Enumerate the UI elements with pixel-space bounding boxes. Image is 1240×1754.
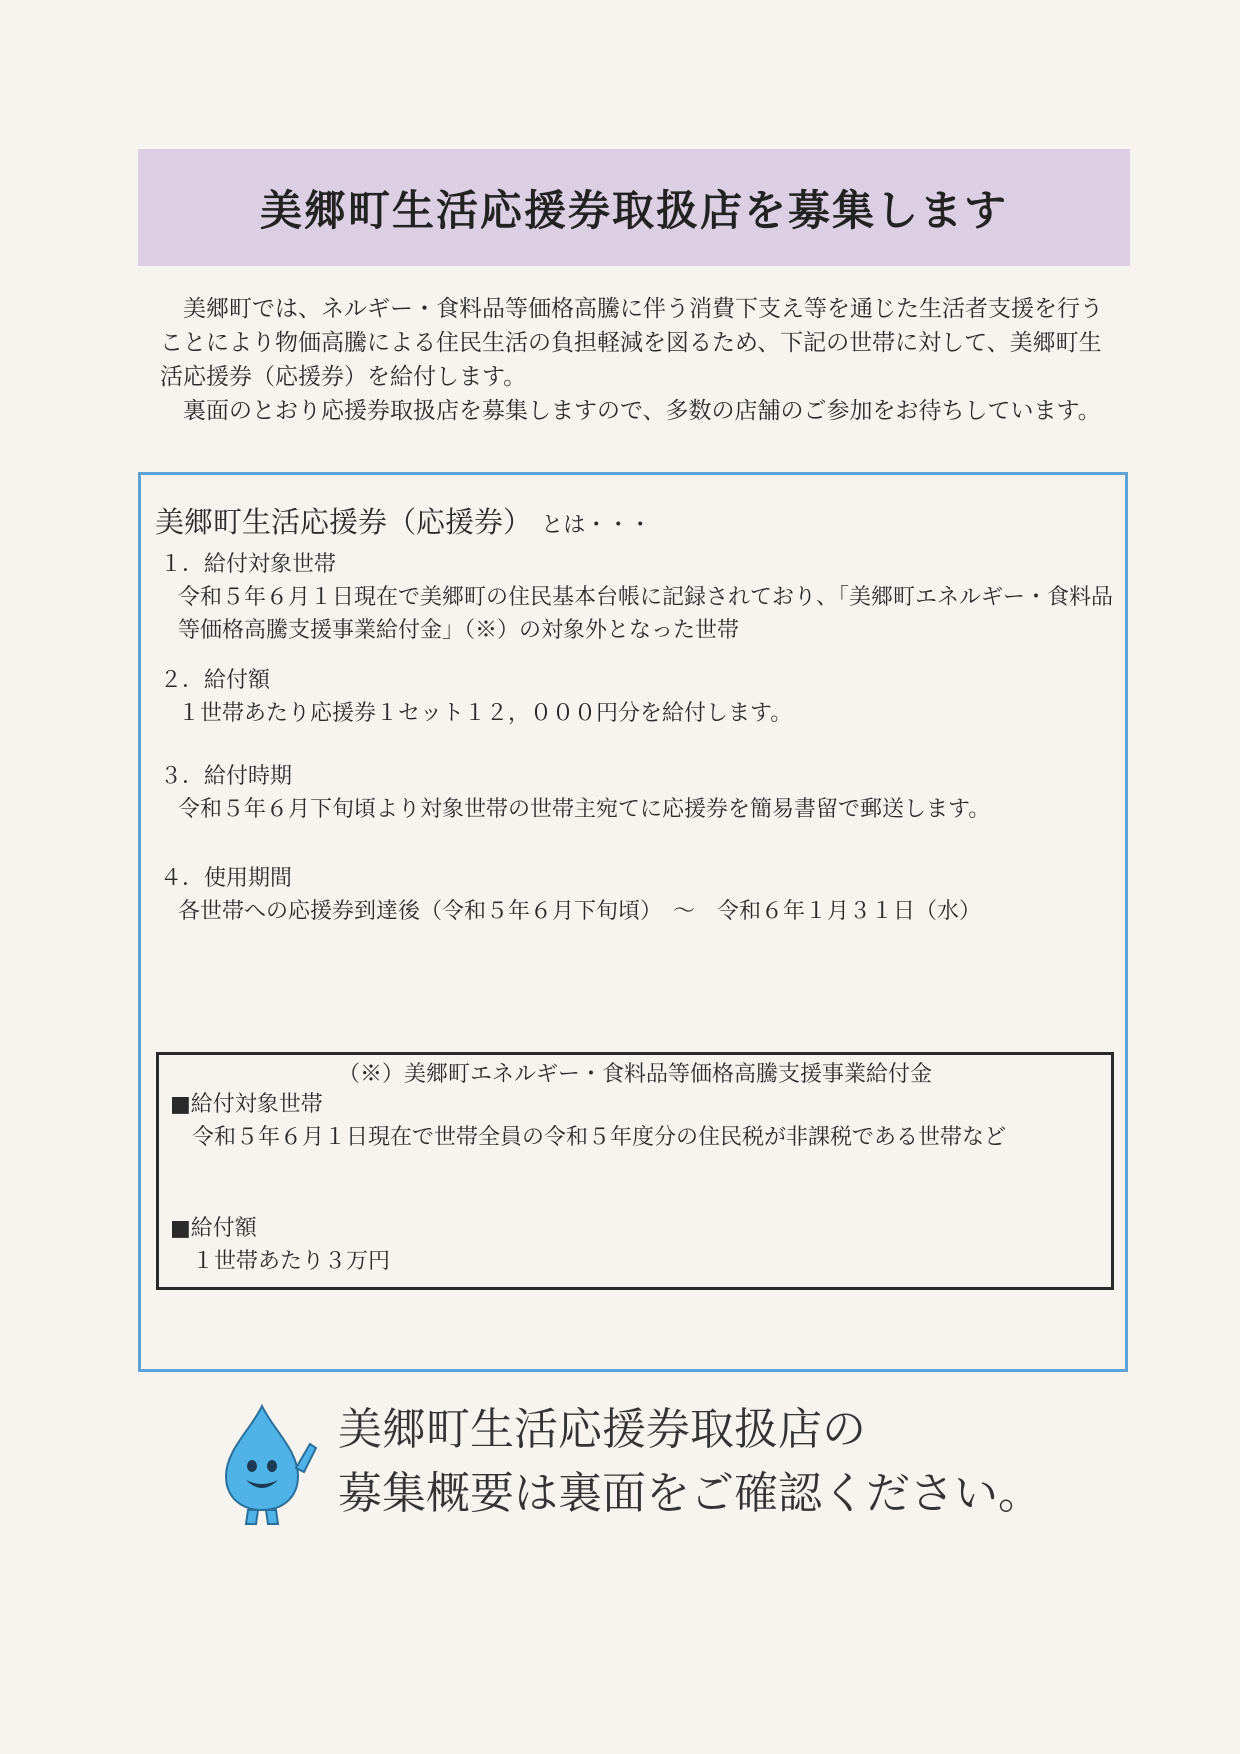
box-heading-suffix: とは・・・ — [541, 513, 652, 538]
section-title: １．給付対象世帯 — [160, 552, 337, 577]
footer-message — [338, 1398, 1138, 1526]
note-eligibility — [170, 1088, 1100, 1154]
page-title: 美郷町生活応援券取扱店を募集します — [259, 185, 1008, 235]
footer-line-2: 募集概要は裏面をご確認ください。 — [338, 1468, 1042, 1519]
note-title: （※）美郷町エネルギー・食料品等価格高騰支援事業給付金 — [337, 1062, 932, 1087]
section-body: 各世帯への応援券到達後（令和５年６月下旬頃） ～ 令和６年１月３１日（水） — [178, 899, 982, 924]
section-title: ４．使用期間 — [160, 866, 293, 891]
note-heading: ■給付対象世帯 — [170, 1092, 323, 1117]
water-drop-mascot-icon — [212, 1398, 322, 1528]
note-body: 令和５年６月１日現在で世帯全員の令和５年度分の住民税が非課税である世帯など — [192, 1125, 1007, 1150]
section-period — [160, 862, 1120, 928]
section-body: １世帯あたり応援券１セット１２，０００円分を給付します。 — [178, 701, 793, 726]
section-title: ２．給付額 — [160, 668, 271, 693]
box-heading — [155, 500, 651, 541]
section-amount — [160, 664, 1120, 730]
note-heading: ■給付額 — [170, 1216, 257, 1241]
box-heading-main: 美郷町生活応援券（応援券） — [155, 505, 533, 539]
section-body: 令和５年６月１日現在で美郷町の住民基本台帳に記録されており、「美郷町エネルギー・食料品等価格高騰支援事業給付金」（※）の対象外となった世帯 — [178, 585, 1114, 643]
intro-paragraph-1: 美郷町では、ネルギー・食料品等価格高騰に伴う消費下支え等を通じた生活者支援を行うことにより物価高騰による住民生活の負担軽減を図るため、下記の世帯に対して、美郷町生活応援券（応援券）を給付します。 — [160, 296, 1103, 390]
note-body: １世帯あたり３万円 — [192, 1249, 391, 1274]
intro-paragraph-2: 裏面のとおり応援券取扱店を募集しますので、多数の店舗のご参加をお待ちしています。 — [183, 398, 1101, 424]
section-title: ３．給付時期 — [160, 764, 293, 789]
title-band — [138, 149, 1130, 266]
section-timing — [160, 760, 1120, 826]
intro-text — [160, 292, 1120, 428]
section-eligibility — [160, 548, 1120, 647]
note-amount — [170, 1212, 1100, 1278]
footer-line-1: 美郷町生活応援券取扱店の — [338, 1404, 866, 1455]
section-body: 令和５年６月下旬頃より対象世帯の世帯主宛てに応援券を簡易書留で郵送します。 — [178, 797, 991, 822]
